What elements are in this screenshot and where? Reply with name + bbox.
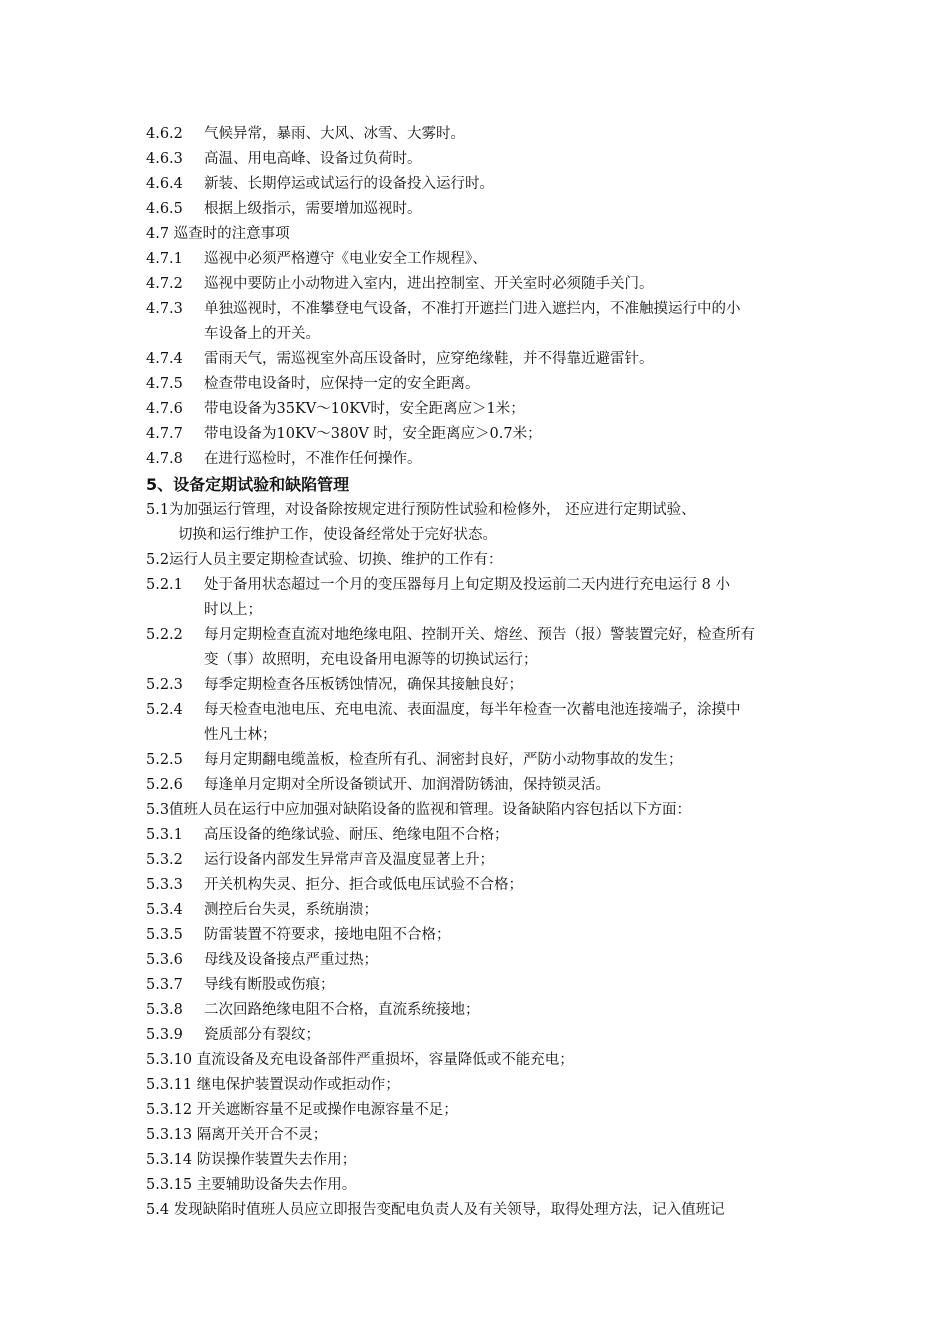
item-number: 4.6.4 xyxy=(146,176,183,192)
list-item xyxy=(146,573,816,598)
item-text: 巡视中要防止小动物进入室内，进出控制室、开关室时必须随手关门。 xyxy=(204,276,654,292)
item-number: 4.7.5 xyxy=(146,376,183,392)
item-number: 4.7.4 xyxy=(146,351,183,367)
list-item xyxy=(146,823,816,848)
item-text: 检查带电设备时，应保持一定的安全距离。 xyxy=(204,376,480,392)
item-number: 5.3.9 xyxy=(146,1027,183,1043)
list-item xyxy=(146,898,816,923)
item-number: 4.6.2 xyxy=(146,126,183,142)
item-text: 单独巡视时，不准攀登电气设备，不准打开遮拦门进入遮拦内，不准触摸运行中的小 xyxy=(204,301,741,317)
item-number: 5.2.2 xyxy=(146,627,183,643)
item-number: 5.2.4 xyxy=(146,702,183,718)
item-text: 5.2运行人员主要定期检查试验、切换、维护的工作有： xyxy=(146,552,503,568)
item-text: 运行设备内部发生异常声音及温度显著上升； xyxy=(204,852,494,868)
item-text: 巡视中必须严格遵守《电业安全工作规程》、 xyxy=(204,251,487,267)
list-item xyxy=(146,973,816,998)
item-number: 5.3.1 xyxy=(146,827,183,843)
item-text: 瓷质部分有裂纹； xyxy=(204,1027,320,1043)
item-number: 5.3.7 xyxy=(146,977,183,993)
item-text: 二次回路绝缘电阻不合格，直流系统接地； xyxy=(204,1002,480,1018)
item-number: 4.7.7 xyxy=(146,426,183,442)
list-item xyxy=(146,1048,816,1073)
list-item xyxy=(146,422,816,447)
item-text: 测控后台失灵，系统崩溃； xyxy=(204,902,378,918)
item-number: 4.7.1 xyxy=(146,251,183,267)
paragraph-line xyxy=(146,498,816,523)
list-item xyxy=(146,397,816,422)
item-number: 5.2.5 xyxy=(146,752,183,768)
item-text: 5.3.13 隔离开关开合不灵； xyxy=(146,1127,328,1143)
item-number: 5.3.4 xyxy=(146,902,183,918)
list-item-continuation xyxy=(146,648,816,673)
item-text: 母线及设备接点严重过热； xyxy=(204,952,378,968)
list-item xyxy=(146,1098,816,1123)
item-number: 5.2.6 xyxy=(146,777,183,793)
item-text: 根据上级指示，需要增加巡视时。 xyxy=(204,201,422,217)
list-item xyxy=(146,172,816,197)
list-item xyxy=(146,122,816,147)
item-text: 变（事）故照明，充电设备用电源等的切换试运行； xyxy=(204,652,538,668)
item-number: 5.2.1 xyxy=(146,577,183,593)
list-item-continuation xyxy=(146,723,816,748)
list-item xyxy=(146,698,816,723)
list-item xyxy=(146,948,816,973)
list-item xyxy=(146,1023,816,1048)
paragraph-line xyxy=(146,1198,816,1223)
section-heading: 5、设备定期试验和缺陷管理 xyxy=(146,475,350,494)
item-text: 气候异常，暴雨、大风、冰雪、大雾时。 xyxy=(204,126,465,142)
list-item xyxy=(146,147,816,172)
list-item xyxy=(146,1123,816,1148)
item-text: 4.7 巡查时的注意事项 xyxy=(146,226,290,242)
list-item xyxy=(146,197,816,222)
item-text: 每逢单月定期对全所设备锁试开、加润滑防锈油，保持锁灵活。 xyxy=(204,777,610,793)
item-text: 5.4 发现缺陷时值班人员应立即报告变配电负责人及有关领导，取得处理方法，记入值班记 xyxy=(146,1202,725,1218)
item-number: 5.2.3 xyxy=(146,677,183,693)
item-text: 每天检查电池电压、充电电流、表面温度，每半年检查一次蓄电池连接端子，涂摸中 xyxy=(204,702,741,718)
item-text: 车设备上的开关。 xyxy=(204,326,320,342)
item-text: 5.3.12 开关遮断容量不足或操作电源容量不足； xyxy=(146,1102,458,1118)
list-item xyxy=(146,447,816,472)
list-item xyxy=(146,673,816,698)
list-item xyxy=(146,848,816,873)
document-page xyxy=(146,122,816,1223)
item-number: 5.3.2 xyxy=(146,852,183,868)
list-item xyxy=(146,1148,816,1173)
item-text: 高压设备的绝缘试验、耐压、绝缘电阻不合格； xyxy=(204,827,509,843)
item-number: 4.7.3 xyxy=(146,301,183,317)
list-item xyxy=(146,873,816,898)
item-text: 5.3.14 防误操作装置失去作用； xyxy=(146,1152,357,1168)
item-text: 5.3.10 直流设备及充电设备部件严重损坏，容量降低或不能充电； xyxy=(146,1052,574,1068)
list-item xyxy=(146,347,816,372)
item-text: 防雷装置不符要求，接地电阻不合格； xyxy=(204,927,451,943)
item-number: 5.3.6 xyxy=(146,952,183,968)
list-item xyxy=(146,272,816,297)
item-number: 4.6.3 xyxy=(146,151,183,167)
item-number: 4.7.2 xyxy=(146,276,183,292)
list-item-continuation xyxy=(146,598,816,623)
list-item xyxy=(146,1173,816,1198)
item-number: 5.3.5 xyxy=(146,927,183,943)
item-number: 4.6.5 xyxy=(146,201,183,217)
list-item-continuation xyxy=(146,322,816,347)
list-item xyxy=(146,372,816,397)
item-text: 处于备用状态超过一个月的变压器每月上旬定期及投运前二天内进行充电运行 8 小 xyxy=(204,577,730,593)
item-text: 带电设备为10KV～380V 时，安全距离应＞0.7米； xyxy=(204,426,542,442)
item-text: 5.1为加强运行管理，对设备除按规定进行预防性试验和检修外， 还应进行定期试验、 xyxy=(146,502,696,518)
item-number: 4.7.6 xyxy=(146,401,183,417)
list-item xyxy=(146,773,816,798)
item-text: 时以上； xyxy=(204,602,262,618)
item-text: 新装、长期停运或试运行的设备投入运行时。 xyxy=(204,176,494,192)
item-text: 带电设备为35KV～10KV时，安全距离应＞1米； xyxy=(204,401,525,417)
item-text: 性凡士林； xyxy=(204,727,277,743)
list-item xyxy=(146,297,816,322)
paragraph-line xyxy=(146,548,816,573)
item-text: 高温、用电高峰、设备过负荷时。 xyxy=(204,151,422,167)
item-text: 每月定期检查直流对地绝缘电阻、控制开关、熔丝、预告（报）警装置完好，检查所有 xyxy=(204,627,755,643)
item-text: 每季定期检查各压板锈蚀情况，确保其接触良好； xyxy=(204,677,523,693)
item-number: 5.3.8 xyxy=(146,1002,183,1018)
section-title xyxy=(146,222,816,247)
item-text: 切换和运行维护工作，使设备经常处于完好状态。 xyxy=(178,527,497,543)
item-text: 5.3.15 主要辅助设备失去作用。 xyxy=(146,1177,357,1193)
item-text: 雷雨天气，需巡视室外高压设备时，应穿绝缘鞋，并不得靠近避雷针。 xyxy=(204,351,654,367)
item-text: 5.3值班人员在运行中应加强对缺陷设备的监视和管理。设备缺陷内容包括以下方面： xyxy=(146,802,692,818)
list-item xyxy=(146,998,816,1023)
item-text: 导线有断股或伤痕； xyxy=(204,977,335,993)
paragraph-continuation xyxy=(146,523,816,548)
item-number: 4.7.8 xyxy=(146,451,183,467)
list-item xyxy=(146,748,816,773)
item-text: 5.3.11 继电保护装置误动作或拒动作； xyxy=(146,1077,400,1093)
item-number: 5.3.3 xyxy=(146,877,183,893)
item-text: 每月定期翻电缆盖板，检查所有孔、洞密封良好，严防小动物事故的发生； xyxy=(204,752,683,768)
list-item xyxy=(146,247,816,272)
list-item xyxy=(146,623,816,648)
item-text: 在进行巡检时，不准作任何操作。 xyxy=(204,451,422,467)
list-item xyxy=(146,1073,816,1098)
paragraph-line xyxy=(146,798,816,823)
item-text: 开关机构失灵、拒分、拒合或低电压试验不合格； xyxy=(204,877,523,893)
list-item xyxy=(146,923,816,948)
